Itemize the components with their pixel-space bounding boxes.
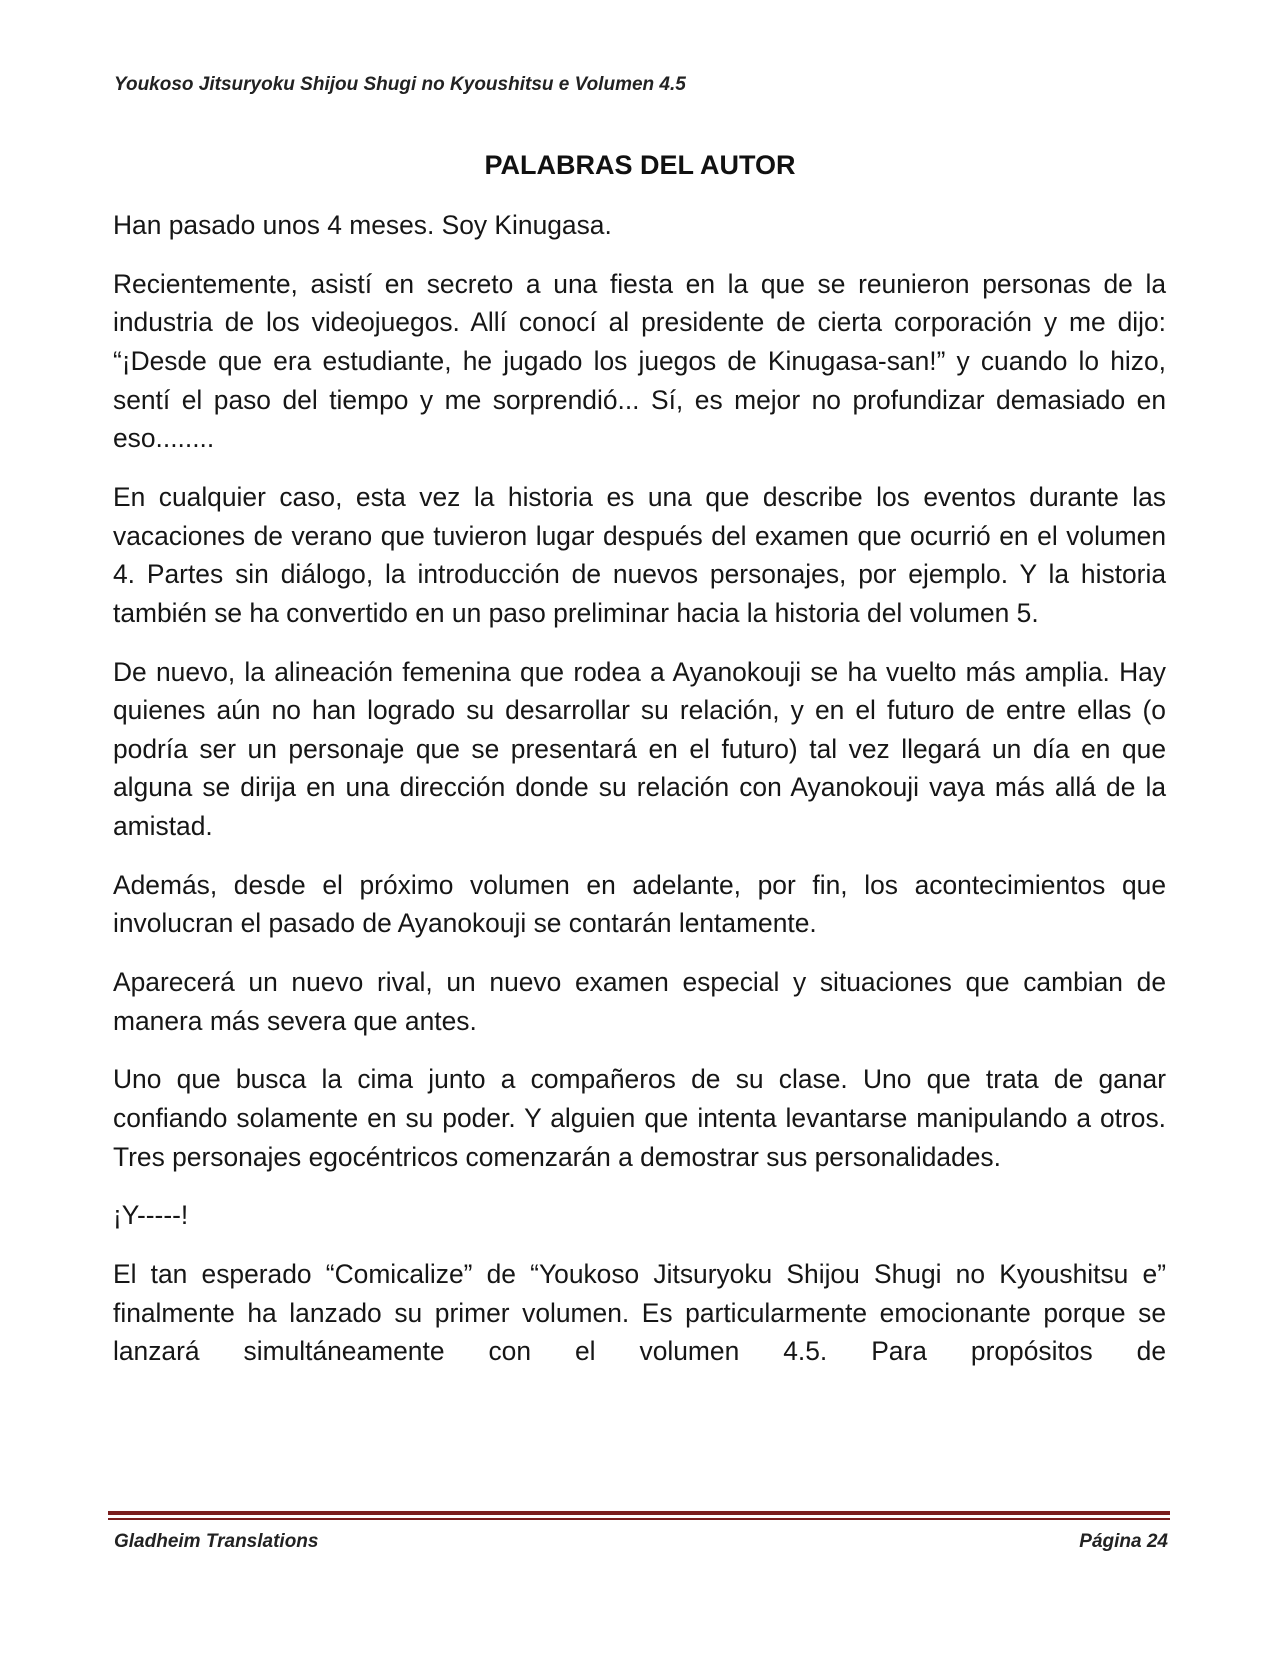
chapter-title: PALABRAS DEL AUTOR bbox=[484, 150, 796, 180]
footer-translator: Gladheim Translations bbox=[114, 1531, 319, 1552]
paragraph: ¡Y-----! bbox=[113, 1200, 189, 1231]
paragraph: En cualquier caso, esta vez la historia es una que describe los eventos durante las vacaciones de verano que tuvieron lugar después del examen que ocurrió en el volumen 4. Partes sin diálogo, la introducción de nuevos personajes, por ejemplo. Y la historia también se ha convertido en un paso preliminar hacia la historia del volumen 5. bbox=[113, 481, 1166, 628]
paragraph: Uno que busca la cima junto a compañeros de su clase. Uno que trata de ganar confiando solamente en su poder. Y alguien que intenta levantarse manipulando a otros. Tres personajes egocéntricos comenzarán a demostrar sus personalidades. bbox=[113, 1064, 1166, 1172]
footer-divider bbox=[108, 1511, 1170, 1515]
paragraph: El tan esperado “Comicalize” de “Youkoso Jitsuryoku Shijou Shugi no Kyoushitsu e” finalmente ha lanzado su primer volumen. Es particularmente emocionante porque se lanzará simultáneamente con el volumen 4.5. Para propósitos de bbox=[113, 1259, 1166, 1367]
paragraph: De nuevo, la alineación femenina que rodea a Ayanokouji se ha vuelto más amplia. Hay quienes aún no han logrado su desarrollar su relación, y en el futuro de entre ellas (o podría ser un personaje que se presentará en el futuro) tal vez llegará un día en que alguna se dirija en una dirección donde su relación con Ayanokouji vaya más allá de la amistad. bbox=[113, 656, 1166, 841]
paragraph: Recientemente, asistí en secreto a una fiesta en la que se reunieron personas de la industria de los videojuegos. Allí conocí al presidente de cierta corporación y me dijo: “¡Desde que era estudiante, he jugado los juegos de Kinugasa-san!” y cuando lo hizo, sentí el paso del tiempo y me sorprendió... Sí, es mejor no profundizar demasiado en eso........ bbox=[113, 268, 1166, 454]
paragraph: Además, desde el próximo volumen en adelante, por fin, los acontecimientos que involucran el pasado de Ayanokouji se contarán lentamente. bbox=[113, 869, 1166, 939]
footer-divider-thin bbox=[108, 1518, 1170, 1520]
paragraph: Han pasado unos 4 meses. Soy Kinugasa. bbox=[113, 210, 612, 240]
body-text bbox=[113, 206, 1166, 1391]
header-title: Youkoso Jitsuryoku Shijou Shugi no Kyoushitsu e Volumen 4.5 bbox=[114, 74, 686, 95]
page-number: Página 24 bbox=[1079, 1531, 1168, 1552]
paragraph: Aparecerá un nuevo rival, un nuevo examen especial y situaciones que cambian de manera más severa que antes. bbox=[113, 967, 1166, 1036]
